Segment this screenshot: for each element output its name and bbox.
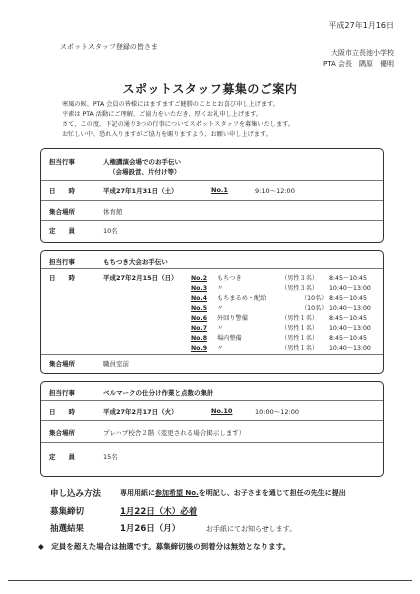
sender-school: 大阪市立長池小学校: [331, 49, 394, 57]
event-label: 担当行事: [49, 158, 75, 166]
event-date: 平成27年2月15日（日）: [103, 274, 178, 282]
slot-name: 〃: [217, 345, 224, 352]
slot-people: （男性１名）: [281, 325, 319, 332]
slot-number: No.5: [191, 305, 208, 312]
recipient: スポットスタッフ登録の皆さま: [60, 43, 158, 51]
deadline-label: 募集締切: [50, 507, 85, 517]
slot-name: 場内整備: [217, 335, 242, 342]
divider: [41, 354, 383, 355]
slot-time: 8:45〜10:45: [329, 275, 367, 282]
slot-time: 8:45〜10:45: [329, 315, 367, 322]
intro-line: 平素は PTA 活動にご理解、ご協力をいただき、厚くお礼申し上げます。: [62, 111, 263, 118]
place-label: 集合場所: [49, 208, 75, 216]
issue-date: 平成27年1月16日: [328, 21, 394, 30]
slot-row: [191, 323, 371, 332]
apply-underline: 参加希望 No.: [155, 489, 199, 497]
slot-name: もちつき: [217, 275, 242, 282]
page-title: スポットスタッフ募集のご案内: [122, 82, 298, 96]
event-name: もちつき大会お手伝い: [103, 258, 168, 266]
slot-number: No.3: [191, 285, 208, 292]
slot-time: 10:40〜13:00: [329, 325, 371, 332]
slot-time: 8:45〜10:45: [329, 335, 367, 342]
sender-name: PTA 会長 隅原 優明: [323, 60, 394, 68]
event-label: 担当行事: [49, 258, 75, 266]
slot-number: No.10: [211, 407, 233, 415]
divider: [41, 442, 383, 443]
event-date: 平成27年2月17日（火）: [103, 408, 178, 416]
slot-number: No.2: [191, 275, 208, 282]
bottom-rule: [8, 580, 412, 581]
event-place: プレハブ校舎２階（変更される場合掲示します）: [103, 429, 246, 437]
datetime-label: 日 時: [49, 408, 75, 416]
slot-time: 10:00〜12:00: [255, 408, 299, 416]
intro-line: お忙しい中、恐れ入りますがご協力を賜りますよう、お願い申し上げます。: [62, 131, 272, 138]
event-box-3: [40, 381, 384, 477]
event-place: 体育館: [103, 208, 123, 216]
event-box-2: [40, 250, 384, 374]
apply-pre: 専用用紙に: [120, 489, 155, 497]
divider: [41, 400, 383, 401]
capacity-label: 定 員: [49, 227, 75, 235]
result-label: 抽選結果: [50, 524, 85, 534]
slot-people: （男性３名）: [281, 275, 319, 282]
divider: [41, 220, 383, 221]
event-name-sub: （会場設営、片付け等）: [109, 168, 181, 176]
slot-number: No.1: [211, 186, 228, 194]
capacity-label: 定 員: [49, 453, 75, 461]
slot-number: No.8: [191, 335, 208, 342]
place-label: 集合場所: [49, 429, 75, 437]
slot-people: （男性１名）: [281, 315, 319, 322]
slot-number: No.9: [191, 345, 208, 352]
deadline-value: 1月22日（木）必着: [120, 507, 198, 517]
slot-people: （男性１名）: [281, 335, 319, 342]
slot-name: 〃: [217, 285, 224, 292]
slot-name: 外回り警備: [217, 315, 248, 322]
slot-row: [191, 293, 367, 302]
apply-post: を明記し、お子さまを通じて担任の先生に提出: [198, 489, 346, 497]
slot-name: 〃: [217, 305, 224, 312]
intro-line: さて、この度、下記の通り3つの行事についてスポットスタッフを募集いたします。: [62, 121, 295, 128]
event-name: 人権講演会場でのお手伝い: [103, 158, 181, 166]
slot-people: （男性１名）: [281, 345, 319, 352]
slot-time: 10:40〜13:00: [329, 345, 371, 352]
slot-number: No.7: [191, 325, 208, 332]
place-label: 集合場所: [49, 360, 75, 368]
slot-name: もちまるめ・配給: [217, 295, 267, 302]
divider: [41, 180, 383, 181]
event-capacity: 10名: [103, 227, 118, 235]
slot-time: 9:10〜12:00: [255, 187, 295, 195]
slot-people: （10名）: [301, 305, 328, 312]
event-place: 職員室前: [103, 360, 129, 368]
slot-row: [191, 333, 367, 342]
sender: [323, 48, 394, 70]
slot-people: （10名）: [301, 295, 328, 302]
slot-row: [191, 343, 371, 352]
divider: [41, 420, 383, 421]
slot-row: [191, 303, 371, 312]
event-name: ベルマークの仕分け作業と点数の集計: [103, 389, 214, 397]
result-date: 1月26日（月）: [120, 524, 181, 534]
slot-name: 〃: [217, 325, 224, 332]
apply-method: [120, 488, 346, 498]
slot-row: [191, 313, 367, 322]
slot-number: No.6: [191, 315, 208, 322]
slot-row: [191, 283, 371, 292]
intro-text: [62, 100, 294, 140]
lottery-note: ◆ 定員を超えた場合は抽選です。募集締切後の到着分は無効となります。: [38, 542, 291, 551]
slot-people: （男性３名）: [281, 285, 319, 292]
divider: [41, 268, 383, 269]
slot-time: 8:45〜10:45: [329, 295, 367, 302]
event-box-1: [40, 148, 384, 243]
apply-label: 申し込み方法: [50, 489, 102, 499]
intro-line: 寒風の候、PTA 会員の皆様にはますますご健勝のこととお喜び申し上げます。: [62, 101, 279, 108]
slot-number: No.4: [191, 295, 208, 302]
event-label: 担当行事: [49, 389, 75, 397]
slot-time: 10:40〜13:00: [329, 285, 371, 292]
result-note: お手紙にてお知らせします。: [206, 525, 297, 533]
datetime-label: 日 時: [49, 274, 75, 282]
datetime-label: 日 時: [49, 187, 75, 195]
slot-row: [191, 273, 367, 282]
event-capacity: 15名: [103, 453, 118, 461]
divider: [41, 200, 383, 201]
slot-time: 10:40〜13:00: [329, 305, 371, 312]
event-date: 平成27年1月31日（土）: [103, 187, 178, 195]
